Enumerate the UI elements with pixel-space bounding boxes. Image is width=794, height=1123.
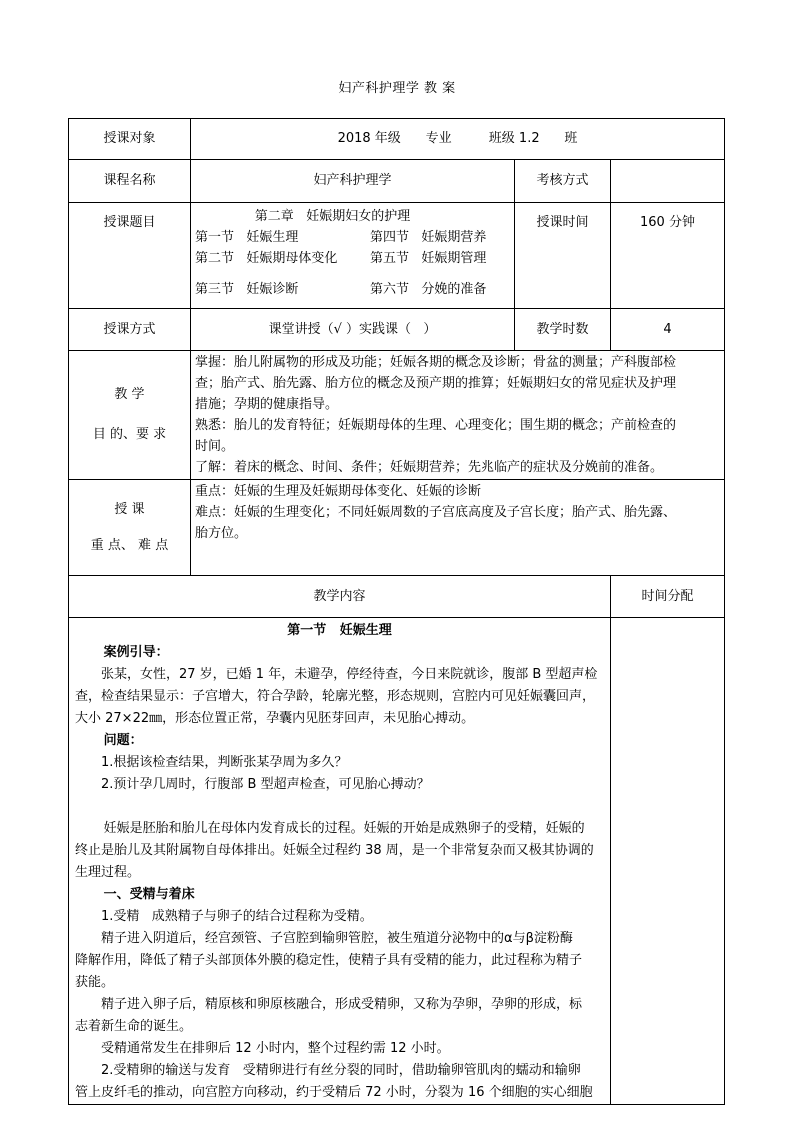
goals-label-line2: 目 的、要 求 [92,427,167,442]
course-label: 课程名称 [69,160,191,203]
goals-line: 查；胎产式、胎先露、胎方位的概念及预产期的推算；妊娠期妇女的常见症状及护理 [195,376,677,391]
method-value: 课堂讲授（√ ）实践课（ ） [191,309,515,351]
goals-line: 掌握：胎儿附属物的形成及功能；妊娠各期的概念及诊断；骨盆的测量；产科腹部检 [195,355,677,370]
content-header: 教学内容 [69,576,611,618]
keypoints-line: 胎方位。 [195,526,248,541]
chapter-title: 第二章 妊娠期妇女的护理 [254,209,411,224]
goals-label [69,351,191,480]
question-label: 问题： [103,733,143,748]
subheading: 一、受精与着床 [103,887,195,902]
keypoints-label [69,480,191,576]
goals-content [191,351,725,480]
topic-content [191,203,515,309]
section-heading: 第一节 妊娠生理 [287,623,392,638]
keypoints-content [191,480,725,576]
paragraph-line: 管上皮纤毛的推动，向宫腔方向移动，约于受精后 72 小时，分裂为 16 个细胞的实心细胞 [75,1085,593,1100]
paragraph-line: 精子进入阴道后，经宫颈管、子宫腔到输卵管腔，被生殖道分泌物中的α与β淀粉酶 [101,931,573,946]
time-allocation-header: 时间分配 [611,576,725,618]
hours-label: 教学时数 [515,309,611,351]
method-label: 授课方式 [69,309,191,351]
course-row [69,160,725,203]
section-item: 第五节 妊娠期管理 [370,251,487,266]
content-header-row [69,576,725,618]
section-item: 第三节 妊娠诊断 [195,282,299,297]
paragraph-line: 2.受精卵的输送与发育 受精卵进行有丝分裂的同时，借助输卵管肌肉的蠕动和输卵 [101,1063,581,1078]
intro-line: 妊娠是胚胎和胎儿在母体内发育成长的过程。妊娠的开始是成熟卵子的受精，妊娠的 [103,821,585,836]
keypoints-label-line2: 重 点、 难 点 [90,537,169,553]
keypoints-line: 难点：妊娠的生理变化；不同妊娠周数的子宫底高度及子宫长度；胎产式、胎先露、 [195,505,677,520]
course-value: 妇产科护理学 [191,160,515,203]
time-allocation-cell [611,618,725,1105]
section-item: 第一节 妊娠生理 [195,230,299,245]
method-row [69,309,725,351]
intro-line: 终止是胎儿及其附属物自母体排出。妊娠全过程约 38 周，是一个非常复杂而又极其协调的 [75,843,594,858]
paragraph-line: 受精通常发生在排卵后 12 小时内，整个过程约需 12 小时。 [101,1041,450,1056]
section-list [195,227,510,300]
goals-line: 措施；孕期的健康指导。 [195,397,339,412]
exam-label: 考核方式 [515,160,611,203]
paragraph-line: 精子进入卵子后，精原核和卵原核融合，形成受精卵，又称为孕卵，孕卵的形成，标 [101,997,583,1012]
exam-value [611,160,725,203]
time-label: 授课时间 [515,203,611,309]
case-line: 张某，女性，27 岁，已婚 1 年，未避孕，停经待查，今日来院就诊，腹部 B 型超声检 [101,667,598,682]
keypoints-line: 重点：妊娠的生理及妊娠期母体变化、妊娠的诊断 [195,484,482,499]
section-item: 第二节 妊娠期母体变化 [195,251,338,266]
audience-value: 2018 年级 专业 班级 1.2 班 [191,119,725,160]
question-item: 1.根据该检查结果，判断张某孕周为多久？ [101,755,348,770]
paragraph-line: 获能。 [75,975,115,990]
goals-line: 了解：着床的概念、时间、条件；妊娠期营养；先兆临产的症状及分娩前的准备。 [195,460,664,475]
hours-value: 4 [611,309,725,351]
question-item: 2.预计孕几周时，行腹部 B 型超声检查，可见胎心搏动？ [101,777,430,792]
section-item: 第六节 分娩的准备 [370,282,487,297]
paragraph-line: 志着新生命的诞生。 [75,1019,193,1034]
time-value: 160 分钟 [611,203,725,309]
content-row [69,618,725,1105]
topic-row [69,203,725,309]
paragraph-line: 降解作用，降低了精子头部顶体外膜的稳定性，使精子具有受精的能力，此过程称为精子 [75,953,583,968]
lesson-plan-table [68,118,725,1105]
case-line: 大小 27×22㎜，形态位置正常，孕囊内见胚芽回声，未见胎心搏动。 [75,711,475,726]
goals-row [69,351,725,480]
lesson-content [69,618,611,1105]
paragraph-line: 1.受精 成熟精子与卵子的结合过程称为受精。 [101,909,373,924]
case-label: 案例引导： [103,645,169,660]
goals-line: 时间。 [195,439,235,454]
case-line: 查，检查结果显示：子宫增大，符合孕龄，轮廓光整，形态规则，宫腔内可见妊娠囊回声， [75,689,596,704]
goals-line: 熟悉：胎儿的发育特征；妊娠期母体的生理、心理变化；围生期的概念；产前检查的 [195,418,677,433]
page-title: 妇产科护理学 教 案 [338,81,456,96]
audience-label: 授课对象 [69,119,191,160]
keypoints-row [69,480,725,576]
goals-label-line1: 教 学 [114,387,145,402]
section-item: 第四节 妊娠期营养 [370,230,487,245]
audience-row [69,119,725,160]
topic-label: 授课题目 [69,203,191,309]
keypoints-label-line1: 授 课 [114,501,145,517]
intro-line: 生理过程。 [75,865,141,880]
